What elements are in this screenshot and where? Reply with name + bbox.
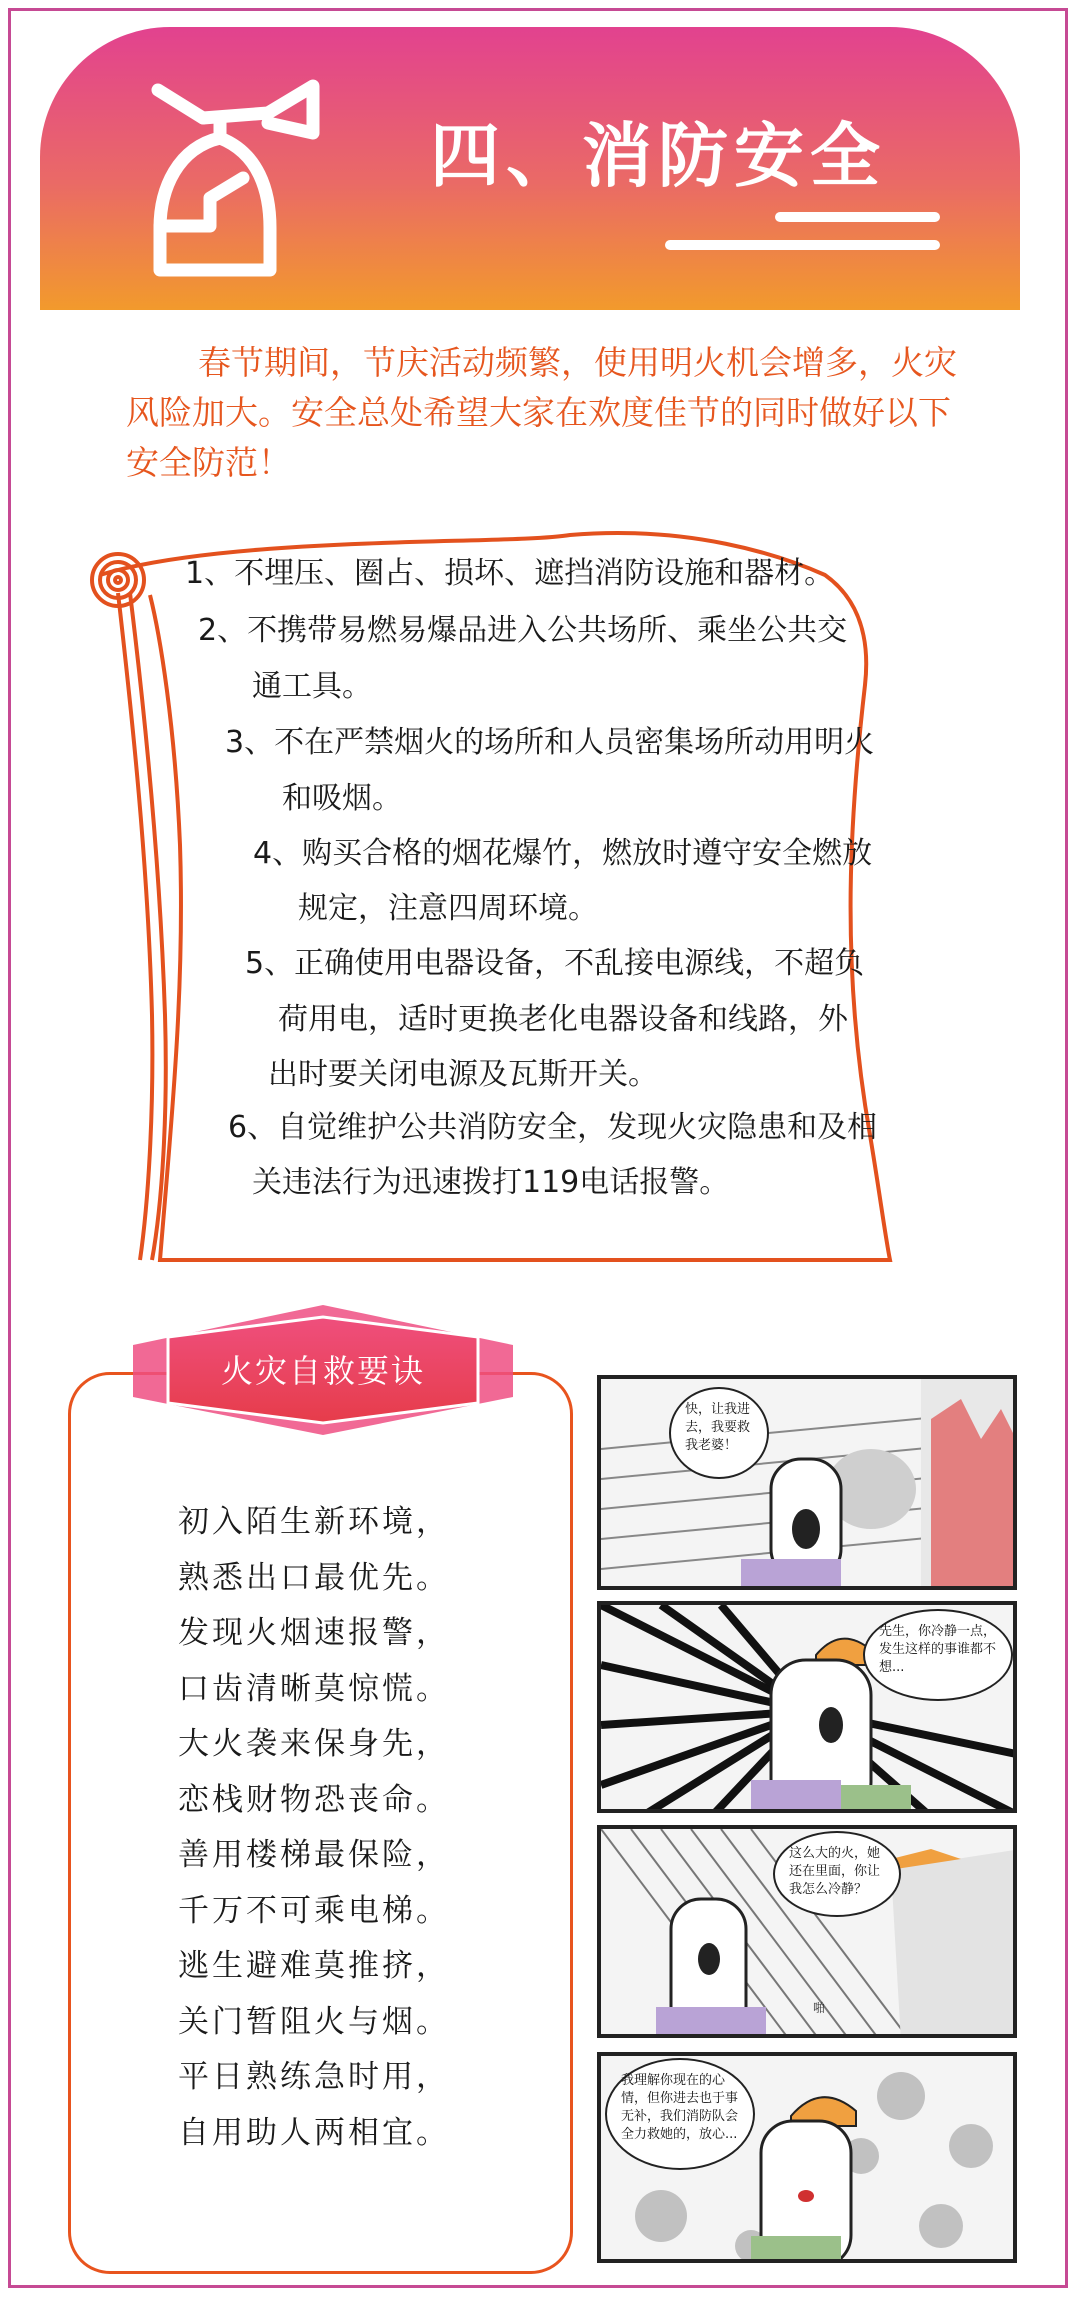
rule-text: 和吸烟。	[282, 781, 402, 816]
page-title: 四、消防安全	[430, 115, 886, 197]
sound-effect: 啪	[813, 2001, 826, 2015]
rule-6-cont	[252, 1156, 729, 1210]
rule-1	[185, 547, 834, 601]
rule-4	[253, 827, 872, 881]
verse-line: 自用助人两相宜。	[178, 2114, 450, 2151]
fire-extinguisher-icon	[148, 78, 328, 278]
rule-text: 4、购买合格的烟花爆竹，燃放时遵守安全燃放	[253, 836, 873, 871]
rule-text: 5、正确使用电器设备，不乱接电源线，不超负	[245, 946, 865, 981]
rule-text: 1、不埋压、圈占、损坏、遮挡消防设施和器材。	[185, 556, 835, 591]
rule-text: 2、不携带易燃易爆品进入公共场所、乘坐公共交	[198, 613, 848, 648]
verse-line: 逃生避难莫推挤，	[178, 1948, 450, 1984]
rescue-title: 火灾自救要诀	[220, 1352, 425, 1390]
verse-line: 初入陌生新环境，	[178, 1504, 450, 1540]
rule-3	[225, 716, 874, 770]
verse-line: 关门暂阻火与烟。	[178, 2003, 450, 2040]
comic-panel-3	[597, 1825, 1017, 2038]
rule-text: 6、自觉维护公共消防安全，发现火灾隐患和及相	[228, 1110, 878, 1145]
title-underline	[665, 240, 940, 250]
comic-panel-4	[597, 2052, 1017, 2263]
verse-line: 平日熟练急时用，	[178, 2059, 450, 2095]
intro-paragraph	[126, 338, 966, 488]
rule-2	[198, 604, 847, 658]
rule-5	[245, 937, 864, 991]
comic-panel-1	[597, 1375, 1017, 1590]
rule-4-cont	[298, 882, 598, 936]
rule-text: 关违法行为迅速拨打119电话报警。	[252, 1165, 730, 1200]
rule-text: 规定，注意四周环境。	[298, 891, 598, 926]
rule-text: 通工具。	[252, 669, 372, 704]
verse-line: 恋栈财物恐丧命。	[178, 1781, 450, 1818]
rule-text: 出时要关闭电源及瓦斯开关。	[268, 1057, 658, 1092]
comic-panel-2	[597, 1601, 1017, 1813]
speech-bubble: 先生，你冷静一点，发生这样的事谁都不想...	[863, 1609, 1013, 1701]
rule-5-cont	[278, 993, 848, 1047]
comic-illustration	[601, 1379, 1017, 1590]
rule-text: 荷用电，适时更换老化电器设备和线路，外	[278, 1002, 848, 1037]
rescue-verses	[178, 1495, 450, 2161]
verse-line: 发现火烟速报警，	[178, 1615, 450, 1651]
verse-line: 熟悉出口最优先。	[178, 1559, 450, 1596]
rule-5-cont	[268, 1048, 658, 1102]
rule-2-cont	[252, 660, 372, 714]
rule-text: 3、不在严禁烟火的场所和人员密集场所动用明火	[225, 725, 875, 760]
verse-line: 千万不可乘电梯。	[178, 1892, 450, 1929]
verse-line: 善用楼梯最保险，	[178, 1837, 450, 1873]
speech-bubble: 我理解你现在的心情，但你进去也于事无补，我们消防队会全力救她的，放心...	[605, 2058, 755, 2170]
speech-bubble: 快，让我进去，我要救我老婆！	[669, 1387, 769, 1479]
verse-line: 大火袭来保身先，	[178, 1726, 450, 1762]
intro-text: 春节期间，节庆活动频繁，使用明火机会增多，火灾风险加大。安全总处希望大家在欢度佳节的同时做好以下安全防范！	[126, 343, 957, 482]
rule-6	[228, 1101, 877, 1155]
rule-3-cont	[282, 772, 402, 826]
speech-bubble: 这么大的火，她还在里面，你让我怎么冷静？	[773, 1831, 901, 1917]
title-underline	[775, 212, 940, 222]
verse-line: 口齿清晰莫惊慌。	[178, 1670, 450, 1707]
